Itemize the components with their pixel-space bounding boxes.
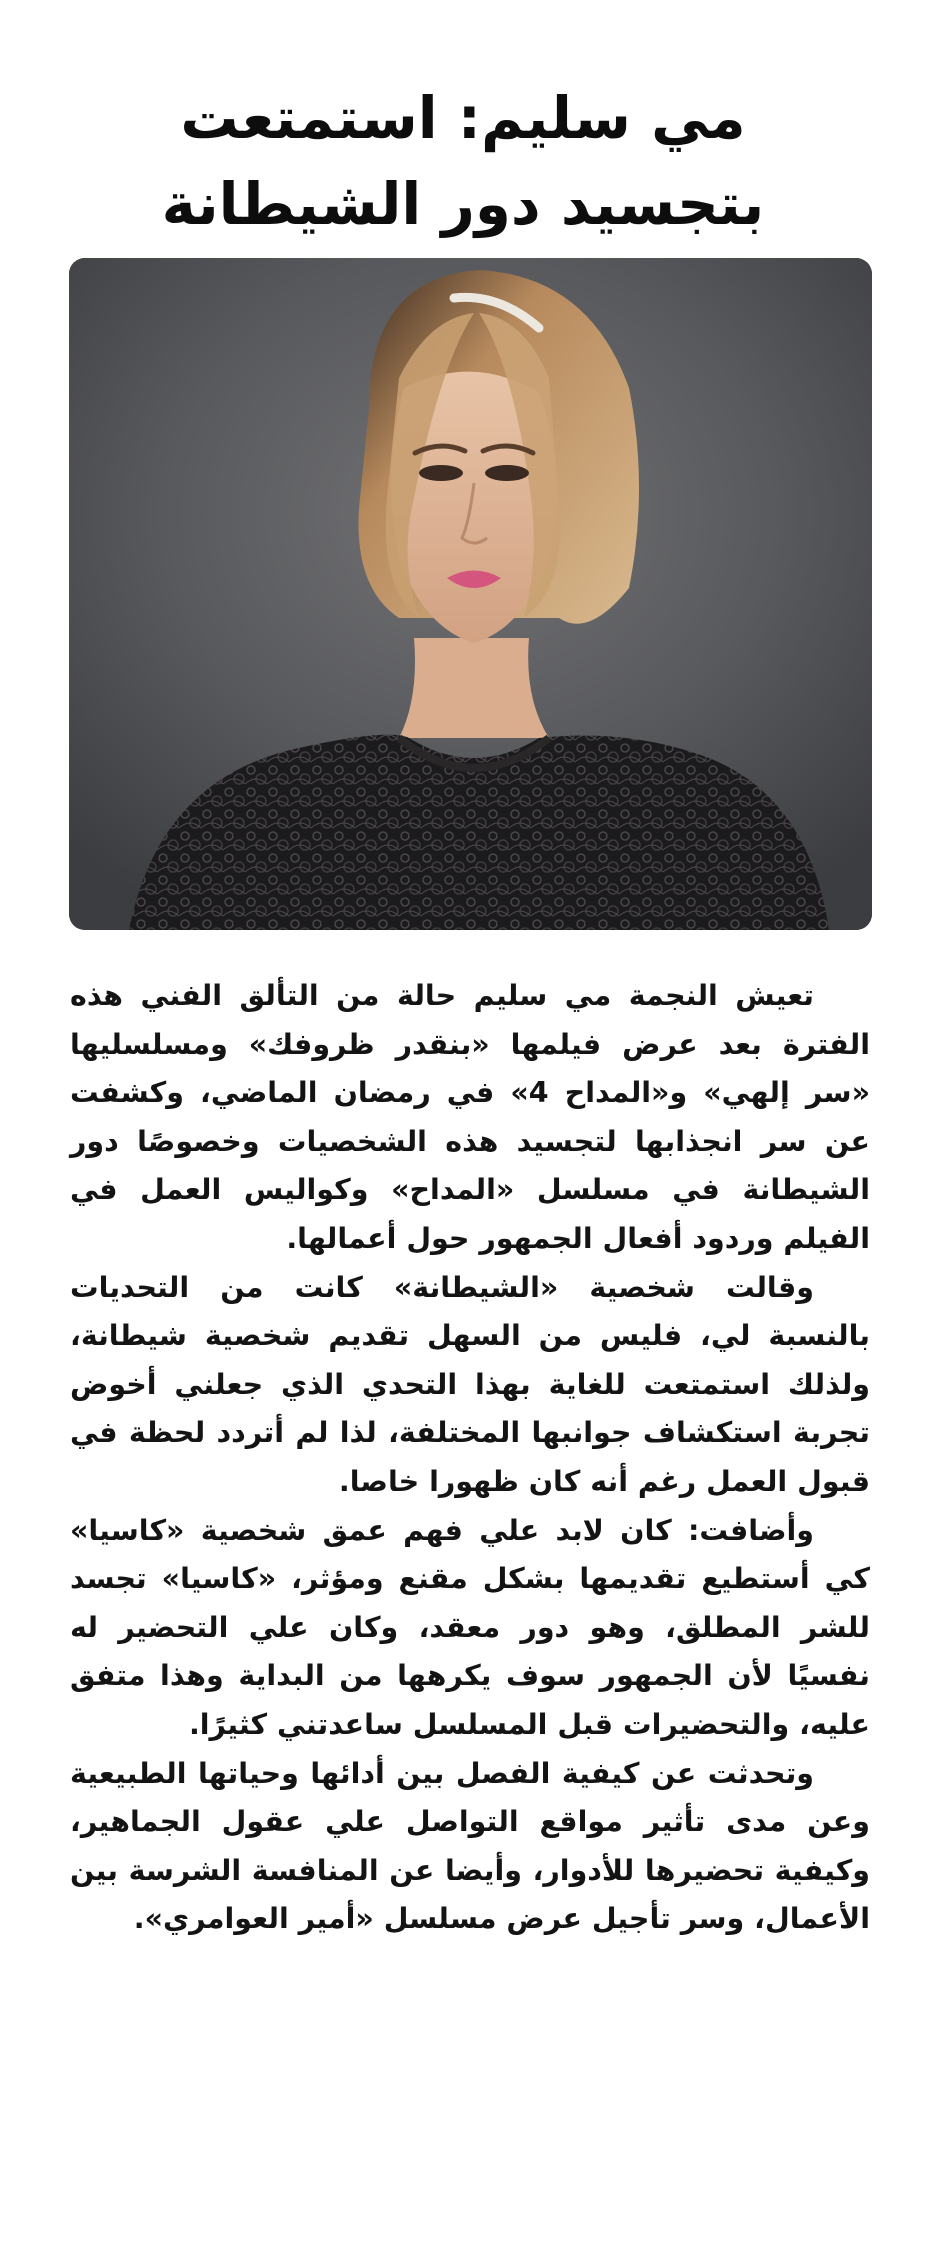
article-headline bbox=[40, 75, 886, 247]
article-paragraph: تعيش النجمة مي سليم حالة من التألق الفني هذه الفترة بعد عرض فيلمها «بنقدر ظروفك» ومسلسليها «سر إلهي» و«المداح 4» في رمضان الماضي، وكشفت عن سر انجذابها لتجسيد هذه الشخصيات وخصوصًا دور الشيطانة في مسلسل «المداح» وكواليس العمل في الفيلم وردود أفعال الجمهور حول أعمالها. bbox=[70, 979, 870, 1255]
article-body bbox=[70, 972, 870, 1944]
headline-line-1: مي سليم: استمتعت bbox=[180, 83, 746, 152]
portrait-photo bbox=[69, 258, 872, 930]
article-paragraph: وتحدثت عن كيفية الفصل بين أدائها وحياتها الطبيعية وعن مدى تأثير مواقع التواصل علي عقول الجماهير، وكيفية تحضيرها للأدوار، وأيضا عن المنافسة الشرسة بين الأعمال، وسر تأجيل عرض مسلسل «أمير العوامري». bbox=[70, 1756, 870, 1936]
article-paragraph: وأضافت: كان لابد علي فهم عمق شخصية «كاسيا» كي أستطيع تقديمها بشكل مقنع ومؤثر، «كاسيا» تجسد للشر المطلق، وهو دور معقد، وكان علي التحضير له نفسيًا لأن الجمهور سوف يكرهها من البداية وهذا متفق عليه، والتحضيرات قبل المسلسل ساعدتني كثيرًا. bbox=[70, 1513, 870, 1741]
headline-line-2: بتجسيد دور الشيطانة bbox=[161, 169, 765, 238]
article-paragraph: وقالت شخصية «الشيطانة» كانت من التحديات بالنسبة لي، فليس من السهل تقديم شخصية شيطانة، ولذلك استمتعت للغاية بهذا التحدي الذي جعلني أخوض تجربة استكشاف جوانبها المختلفة، لذا لم أتردد لحظة في قبول العمل رغم أنه كان ظهورا خاصا. bbox=[70, 1270, 870, 1498]
portrait-illustration bbox=[69, 258, 872, 930]
